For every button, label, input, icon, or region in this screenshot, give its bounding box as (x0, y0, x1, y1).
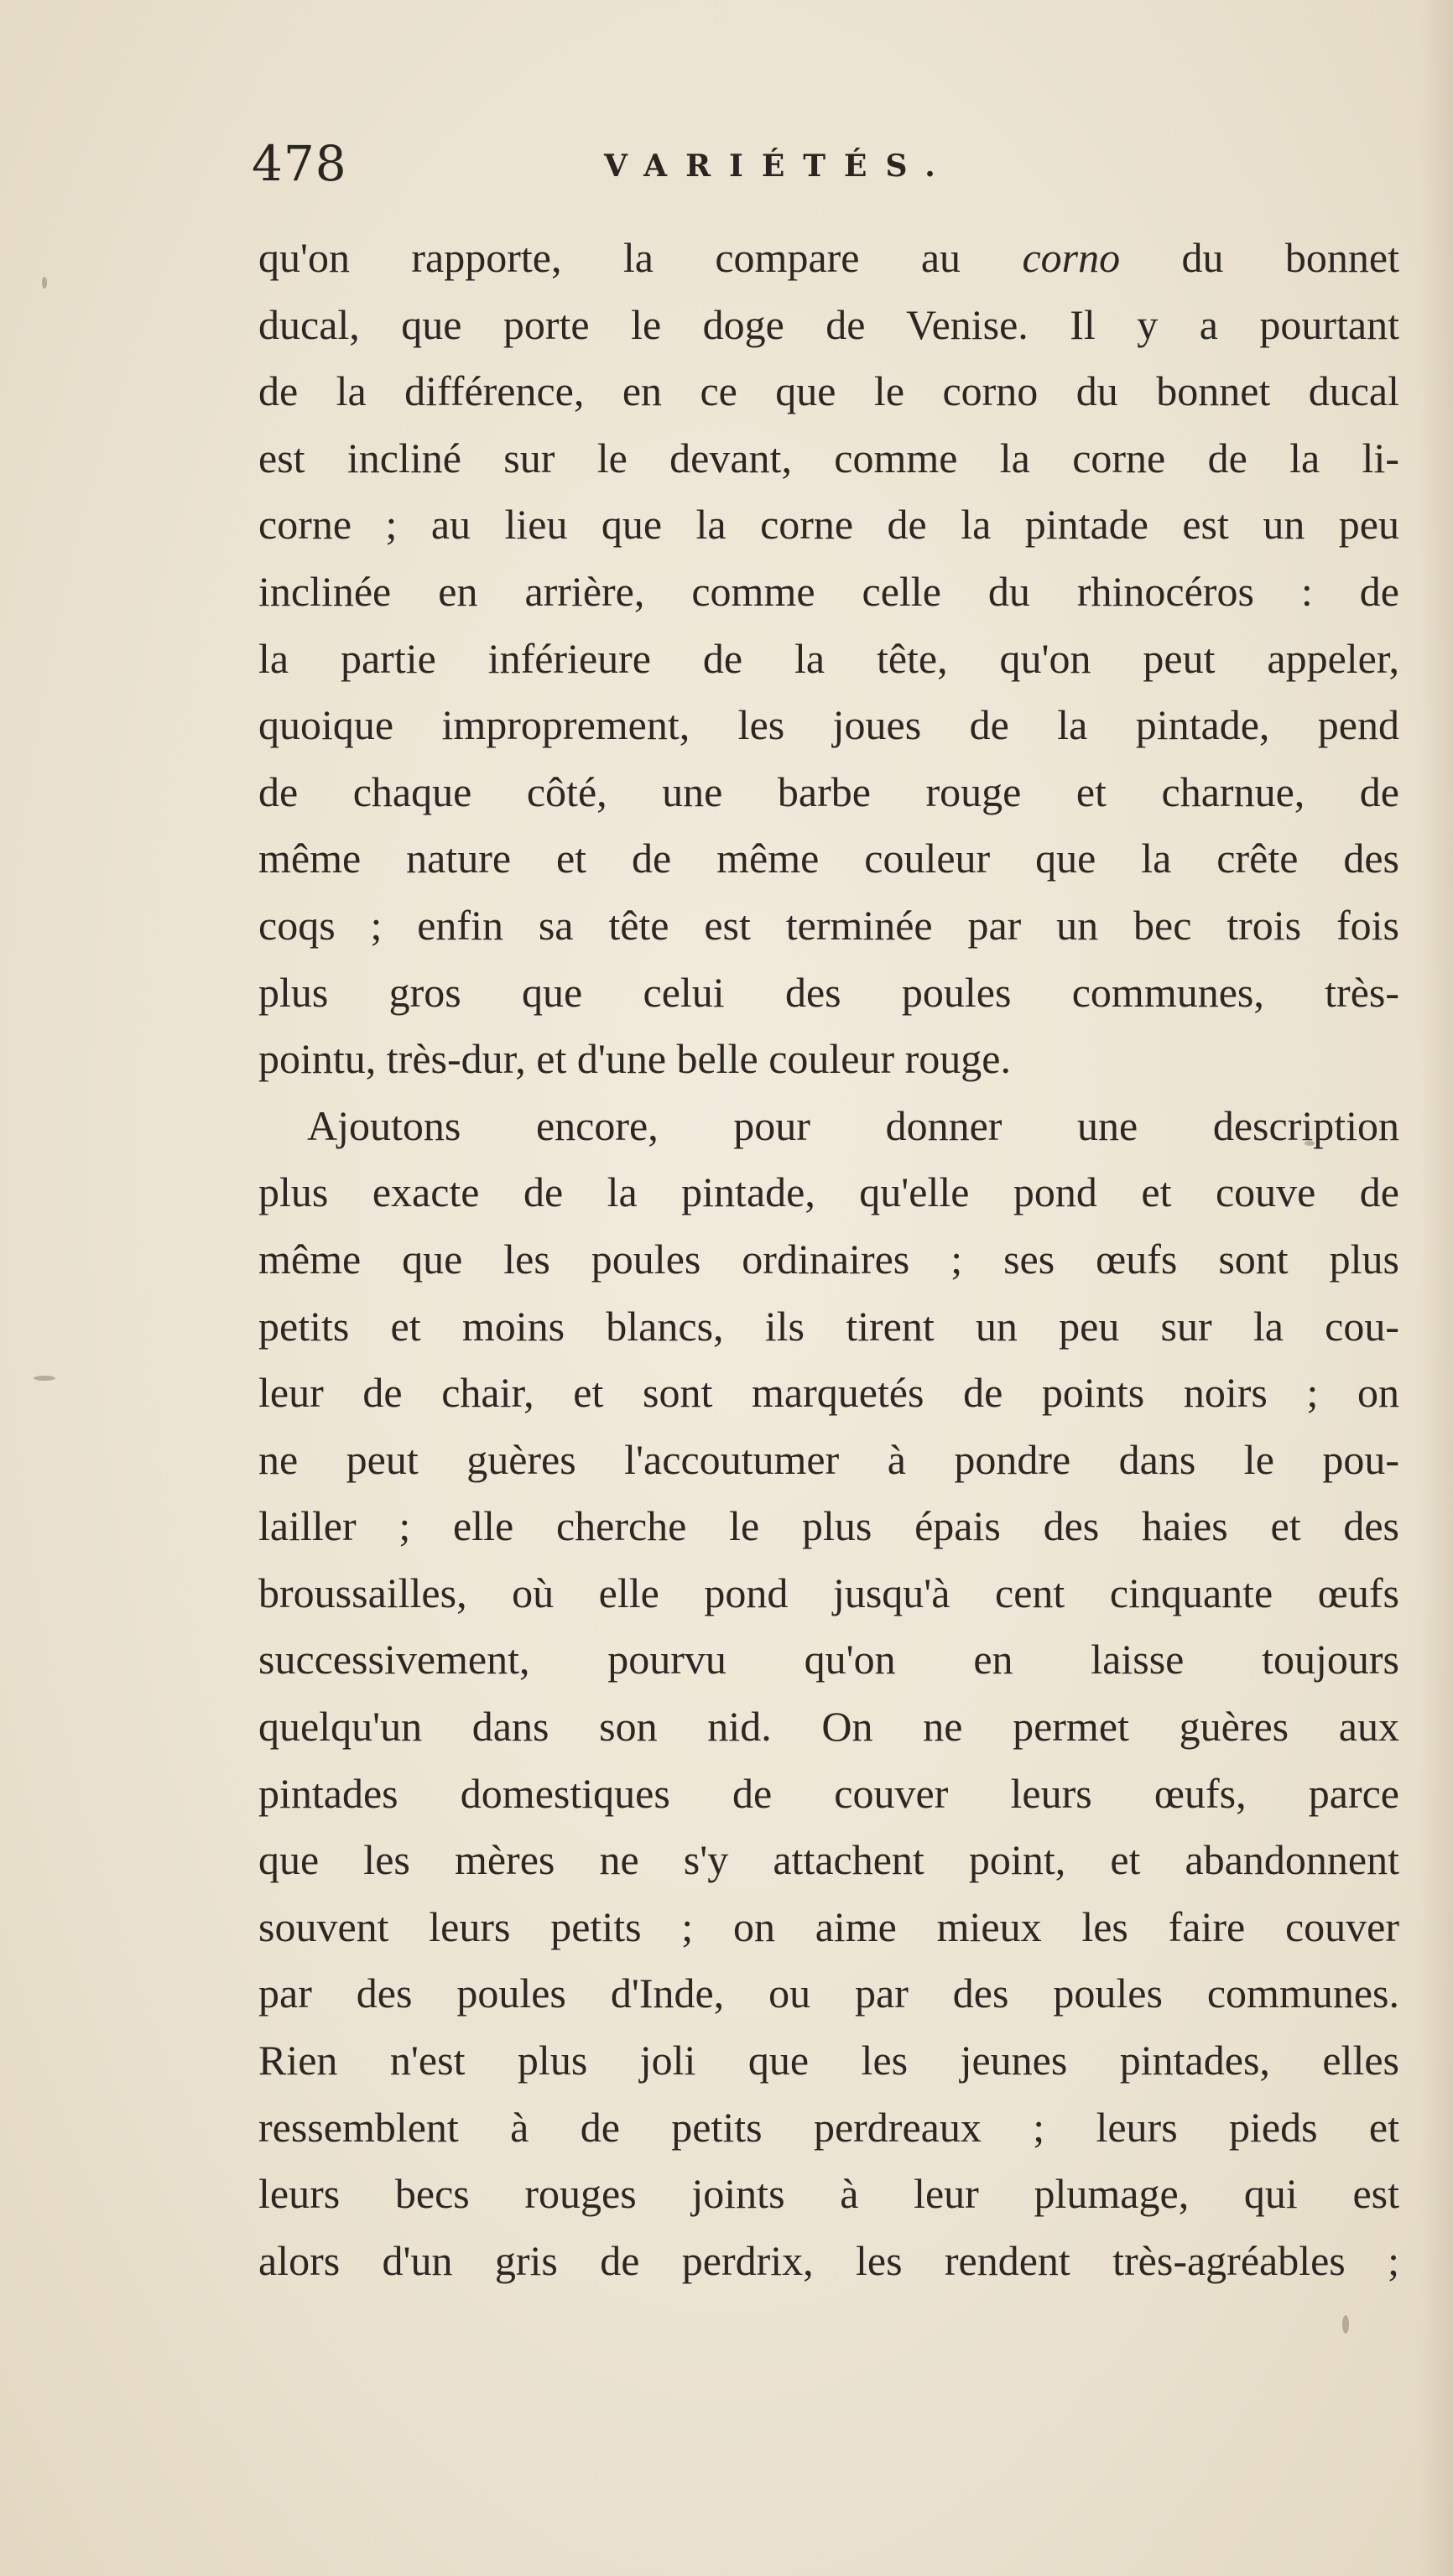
text-line: même nature et de même couleur que la crête des (258, 835, 1399, 882)
text-line: leurs becs rouges joints à leur plumage, qui est (258, 2170, 1399, 2218)
text-line: plus gros que celui des poules communes, très- (258, 968, 1399, 1016)
text-line: corne ; au lieu que la corne de la pintade est un peu (258, 501, 1399, 549)
text-line: par des poules d'Inde, ou par des poules communes. (258, 1970, 1399, 2017)
text-line: alors d'un gris de perdrix, les rendent très-agréables ; (258, 2236, 1399, 2284)
text-line: de chaque côté, une barbe rouge et charnue, de (258, 768, 1399, 815)
page-edge-shadow (1419, 0, 1453, 2576)
text-line: souvent leurs petits ; on aime mieux les faire couver (258, 1902, 1399, 1950)
text-line: que les mères ne s'y attachent point, et abandonnent (258, 1836, 1399, 1884)
body-text (258, 225, 1399, 2294)
text-line: ducal, que porte le doge de Venise. Il y a pourtant (258, 300, 1399, 348)
text-line: inclinée en arrière, comme celle du rhinocéros : de (258, 567, 1399, 615)
page-header (252, 126, 1418, 201)
text-line: broussailles, où elle pond jusqu'à cent cinquante œufs (258, 1569, 1399, 1616)
text-line: ressemblent à de petits perdreaux ; leurs pieds et (258, 2103, 1399, 2151)
paper-speck (1342, 2315, 1349, 2334)
paper-speck (1305, 1141, 1315, 1146)
text-line: quelqu'un dans son nid. On ne permet guères aux (258, 1703, 1399, 1751)
paragraph-end-line: pointu, très-dur, et d'une belle couleur rouge. (258, 1035, 1011, 1083)
text-line: même que les poules ordinaires ; ses œufs sont plus (258, 1235, 1399, 1283)
text-line: lailler ; elle cherche le plus épais des haies et des (258, 1502, 1399, 1550)
page-number: 478 (252, 135, 347, 192)
text-line: plus exacte de la pintade, qu'elle pond et couve de (258, 1168, 1399, 1216)
paper-speck (42, 277, 47, 289)
text-line: ne peut guères l'accoutumer à pondre dans le pou- (258, 1435, 1399, 1483)
text-line: Rien n'est plus joli que les jeunes pintades, elles (258, 2037, 1399, 2084)
text-line: quoique improprement, les joues de la pintade, pend (258, 701, 1399, 749)
text-line: leur de chair, et sont marquetés de points noirs ; on (258, 1369, 1399, 1417)
text-line: successivement, pourvu qu'on en laisse toujours (258, 1636, 1399, 1684)
text-line: qu'on rapporte, la compare au corno du bonnet (258, 234, 1399, 281)
text-line: de la différence, en ce que le corno du bonnet ducal (258, 367, 1399, 415)
running-title: VARIÉTÉS. (604, 148, 954, 184)
italic-word: corno (1022, 234, 1121, 281)
text-line: petits et moins blancs, ils tirent un peu sur la cou- (258, 1302, 1399, 1350)
text-line: la partie inférieure de la tête, qu'on peut appeler, (258, 634, 1399, 682)
text-line: coqs ; enfin sa tête est terminée par un bec trois fois (258, 901, 1399, 949)
text-line: est incliné sur le devant, comme la corne de la li- (258, 434, 1399, 481)
paper-speck (34, 1376, 55, 1381)
paragraph-start-line: Ajoutons encore, pour donner une description (307, 1101, 1399, 1149)
text-line: pintades domestiques de couver leurs œufs, parce (258, 1769, 1399, 1817)
